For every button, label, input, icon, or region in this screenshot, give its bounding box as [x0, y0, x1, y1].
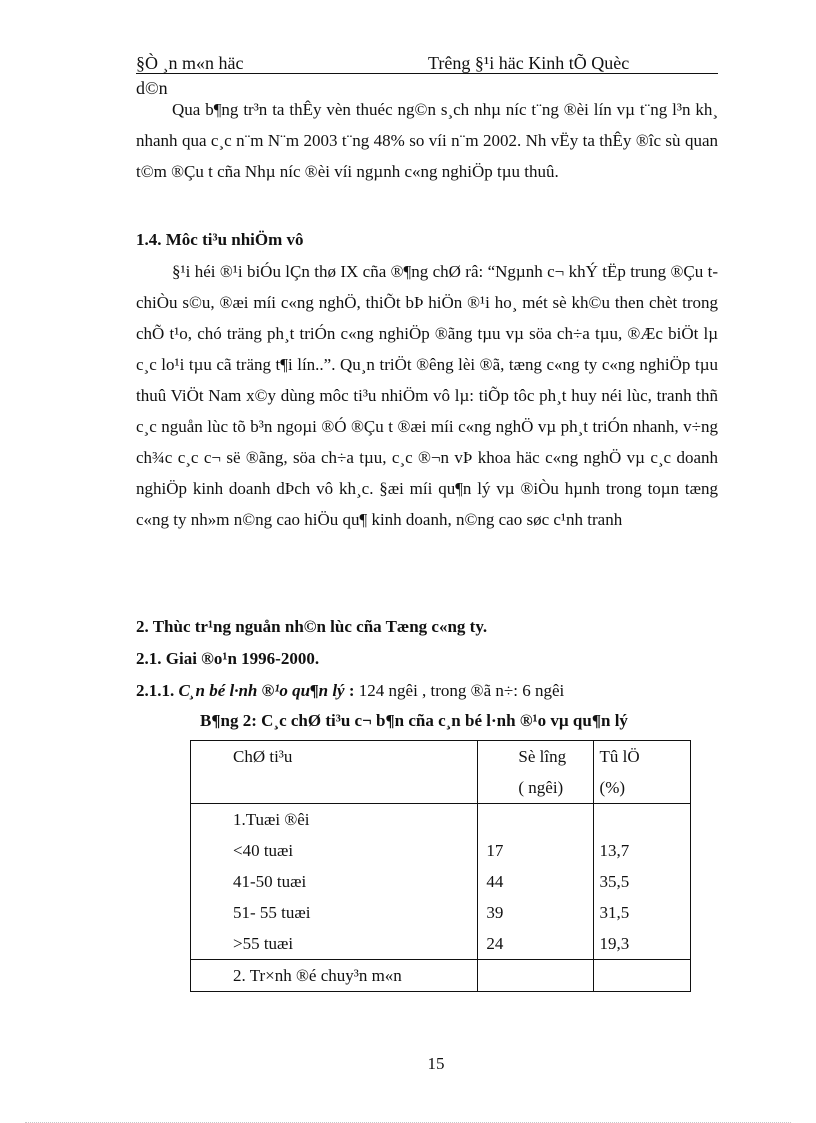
header-left: §Ò ¸n m«n häc [136, 53, 244, 73]
header-cell-percent [593, 741, 690, 804]
heading-2-1-1-colon: : [344, 681, 359, 700]
heading-2-1-1-number: 2.1.1. [136, 681, 179, 700]
header-count-line1: Sè lîng [518, 747, 567, 766]
paragraph-2: §¹i héi ®¹i biÓu lÇn thø IX cña ®¶ng chØ râ: “Ngµnh c¬ khÝ tËp trung ®Çu t chiÒu s©u, ®æi míi c«ng nghÖ, thiÕt bÞ hiÖn ®¹i ho¸ mét sè kh©u then chèt trong chÕ t¹o, chó träng ph¸t triÓn c«ng nghiÖp ®ãng tµu vµ söa ch÷a tµu, ®Æc biÖt lµ c¸c lo¹i tµu cã träng t¶i lín..”. Qu¸n triÖt ®êng lèi ®ã, tæng c«ng ty c«ng nghiÖp tµu thuû ViÖt Nam x©y dùng môc ti³u nhiÖm vô lµ: tiÕp tôc ph¸t huy néi lùc, tranh thñ c¸c nguån lùc tõ b³n ngoµi ®Ó ®Çu t ®æi míi c«ng nghÖ vµ ph¸t triÓn nhanh, v÷ng ch¾c c¸c c¬ së ®ãng, söa ch÷a tµu, c¸c ®¬n vÞ khoa häc c«ng nghÖ vµ c¸c doanh nghiÖp kinh doanh dÞch vô kh¸c. §æi míi qu¶n lý vµ ®iÒu hµnh trong toµn tæng c«ng ty nh»m n©ng cao hiÖu qu¶ kinh doanh, n©ng cao søc c¹nh tranh [136, 262, 718, 529]
paragraph-1: Qua b¶ng tr³n ta thÊy vèn thuéc ng©n s¸ch nhµ níc t¨ng ®èi lín vµ t¨ng l³n kh¸ nhanh qua c¸c n¨m N¨m 2003 t¨ng 48% so víi n¨m 2002. Nh vËy ta thÊy ®îc sù quan t©m ®Çu t cña Nhµ níc ®èi víi ngµnh c«ng nghiÖp tµu thuû. [136, 100, 718, 181]
header-rule [136, 73, 718, 74]
page-number: 15 [427, 1054, 445, 1073]
row-count: 44 [486, 872, 504, 891]
row-label: >55 tuæi [233, 934, 294, 953]
row-percent: 31,5 [599, 903, 630, 922]
row-count: 39 [486, 903, 504, 922]
qualification-label-cell [191, 960, 478, 992]
row-label: <40 tuæi [233, 841, 294, 860]
table-group-qualification [191, 960, 691, 992]
data-table [190, 740, 691, 992]
row-percent: 19,3 [599, 934, 630, 953]
row-percent: 35,5 [599, 872, 630, 891]
heading-2-1-1-text: 124 ngêi , trong ®ã n÷: 6 ngêi [358, 681, 565, 700]
row-label: 41-50 tuæi [233, 872, 307, 891]
row-count: 24 [486, 934, 504, 953]
heading-2-1: 2.1. Giai ®o¹n 1996-2000. [136, 649, 320, 668]
header-right: Trêng §¹i häc Kinh tÕ Quèc [428, 53, 630, 73]
row-percent: 13,7 [599, 841, 630, 860]
heading-1-4: 1.4. Môc ti³u nhiÖm vô [136, 230, 304, 249]
header-continuation: d©n [136, 78, 168, 98]
table-group-age [191, 804, 691, 960]
row-label: 51- 55 tuæi [233, 903, 311, 922]
header-count-line2: ( ngêi) [518, 778, 564, 797]
age-count-cell [478, 804, 593, 960]
row-count: 17 [486, 841, 504, 860]
header-cell-count [478, 741, 593, 804]
header-indicator-label: ChØ ti³u [233, 747, 293, 766]
qualification-count-cell [478, 960, 593, 992]
heading-2-1-1-title: C¸n bé l·nh ®¹o qu¶n lý [178, 681, 345, 700]
header-percent-line2: (%) [599, 778, 626, 797]
header-percent-line1: Tû lÖ [599, 747, 640, 766]
header-cell-indicator [191, 741, 478, 804]
qualification-percent-cell [593, 960, 690, 992]
age-labels-cell [191, 804, 478, 960]
group-title-qualification: 2. Tr×nh ®é chuy³n m«n [233, 966, 402, 985]
age-percent-cell [593, 804, 690, 960]
heading-2-1-1 [136, 680, 564, 702]
table-caption: B¶ng 2: C¸c chØ ti³u c¬ b¶n cña c¸n bé l·nh ®¹o vµ qu¶n lý [200, 711, 628, 730]
table-header-row [191, 741, 691, 804]
group-title-age: 1.Tuæi ®êi [233, 810, 310, 829]
heading-2: 2. Thùc tr¹ng nguån nh©n lùc cña Tæng c«ng ty. [136, 617, 488, 636]
